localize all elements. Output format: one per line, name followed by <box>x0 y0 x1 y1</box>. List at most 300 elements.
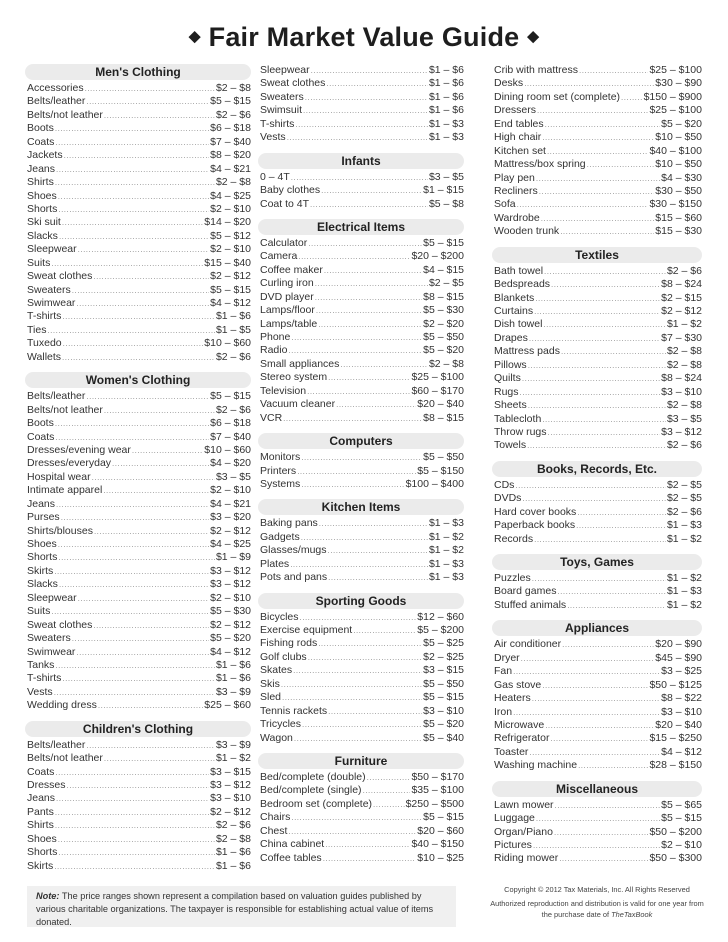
price-row <box>27 659 251 672</box>
item-name: Shorts <box>27 551 58 564</box>
price-range: $3 – $10 <box>423 704 464 717</box>
price-range: $1 – $6 <box>215 310 251 323</box>
item-name: Baby clothes <box>260 184 321 197</box>
item-name: Mattress/box spring <box>494 158 586 171</box>
item-name: Coat to 4T <box>260 197 310 210</box>
item-name: Skis <box>260 677 280 690</box>
item-name: Coats <box>27 430 55 443</box>
price-range: $3 – $5 <box>215 470 251 483</box>
item-name: Golf clubs <box>260 650 307 663</box>
price-range: $5 – $20 <box>423 344 464 357</box>
price-row <box>27 324 251 337</box>
price-row <box>27 525 251 538</box>
item-name: Slacks <box>27 229 58 242</box>
price-range: $3 – $5 <box>428 170 464 183</box>
price-range: $3 – $10 <box>210 792 251 805</box>
price-row <box>494 665 702 678</box>
price-range: $1 – $6 <box>428 64 464 76</box>
dot-leader <box>294 732 422 745</box>
item-name: Skirts <box>27 859 54 872</box>
price-range: $2 – $12 <box>210 618 251 631</box>
price-range: $4 – $25 <box>210 189 251 202</box>
dot-leader <box>93 619 209 632</box>
price-range: $30 – $50 <box>655 184 702 197</box>
price-range: $3 – $25 <box>661 665 702 678</box>
item-name: Mattress pads <box>494 345 560 358</box>
item-name: 0 – 4T <box>260 170 290 183</box>
price-range: $30 – $90 <box>655 77 702 90</box>
item-name: Skates <box>260 664 293 677</box>
item-name: Sweaters <box>27 632 71 645</box>
price-range: $3 – $15 <box>210 765 251 778</box>
price-row <box>494 799 702 812</box>
price-range: $4 – $20 <box>210 457 251 470</box>
price-range: $25 – $100 <box>649 64 702 76</box>
dot-leader <box>78 592 210 605</box>
item-name: Belts/leather <box>27 95 86 108</box>
page-title <box>0 22 728 53</box>
price-row <box>260 571 464 584</box>
item-name: Bedspreads <box>494 278 551 291</box>
price-row <box>494 91 702 104</box>
price-range: $20 – $60 <box>417 824 464 837</box>
item-name: Shoes <box>27 832 57 845</box>
price-row <box>27 471 251 484</box>
dot-leader <box>98 699 203 712</box>
dot-leader <box>328 705 422 718</box>
dot-leader <box>554 826 648 839</box>
item-name: Pictures <box>494 839 532 851</box>
price-range: $5 – $30 <box>423 304 464 317</box>
dot-leader <box>310 198 428 211</box>
item-name: Sleepwear <box>27 591 77 604</box>
item-name: Towels <box>494 439 527 452</box>
item-name: Sweaters <box>27 283 71 296</box>
price-range: $1 – $2 <box>428 530 464 543</box>
price-row <box>494 212 702 225</box>
price-row <box>260 331 464 344</box>
item-name: Vests <box>260 131 286 144</box>
price-row <box>27 390 251 403</box>
item-name: Tuxedo <box>27 337 62 350</box>
price-row <box>260 691 464 704</box>
price-range: $2 – $6 <box>215 108 251 121</box>
dot-leader <box>544 265 666 278</box>
item-name: Sweaters <box>260 90 304 103</box>
price-row <box>260 478 464 491</box>
dot-leader <box>537 104 648 117</box>
item-name: Printers <box>260 464 297 477</box>
item-name: Washing machine <box>494 759 578 772</box>
dot-leader <box>559 852 648 865</box>
price-row <box>27 310 251 323</box>
section-heading: Infants <box>258 153 464 169</box>
price-row <box>494 104 702 117</box>
item-name: Suits <box>27 256 51 269</box>
dot-leader <box>291 171 428 184</box>
item-name: Dryer <box>494 651 520 664</box>
price-range: $5 – $30 <box>210 605 251 618</box>
dot-leader <box>319 517 428 530</box>
dot-leader <box>61 511 209 524</box>
dot-leader <box>545 118 661 131</box>
dot-leader <box>288 825 416 838</box>
price-range: $20 – $40 <box>655 718 702 731</box>
item-name: Exercise equipment <box>260 624 353 636</box>
price-range: $25 – $100 <box>411 371 464 384</box>
price-range: $150 – $900 <box>643 90 702 103</box>
dot-leader <box>62 216 203 229</box>
price-row <box>27 431 251 444</box>
price-range: $4 – $15 <box>423 263 464 276</box>
item-name: T-shirts <box>27 310 62 323</box>
item-name: Iron <box>494 705 513 718</box>
dot-leader <box>326 77 428 90</box>
dot-leader <box>578 759 648 772</box>
dot-leader <box>78 243 210 256</box>
price-range: $5 – $200 <box>417 624 464 636</box>
price-range: $4 – $21 <box>210 497 251 510</box>
dot-leader <box>521 652 655 665</box>
price-row <box>494 759 702 772</box>
price-range: $1 – $2 <box>666 598 702 611</box>
book-title: TheTaxBook <box>611 910 653 919</box>
price-row <box>27 109 251 122</box>
dot-leader <box>55 431 209 444</box>
price-range: $5 – $50 <box>423 677 464 690</box>
dot-leader <box>323 852 417 865</box>
price-row <box>260 264 464 277</box>
item-name: Vests <box>27 685 53 698</box>
price-range: $5 – $15 <box>210 95 251 108</box>
item-name: Dressers <box>494 104 537 117</box>
price-range: $1 – $3 <box>666 519 702 532</box>
dot-leader <box>63 337 204 350</box>
price-range: $10 – $50 <box>655 131 702 144</box>
dot-leader <box>58 190 209 203</box>
item-name: Quilts <box>494 372 521 385</box>
section-heading: Textiles <box>492 247 702 263</box>
title-text: Fair Market Value Guide <box>208 22 520 52</box>
dot-leader <box>621 91 643 104</box>
dot-leader <box>76 297 209 310</box>
item-name: Coats <box>27 765 55 778</box>
section-heading: Children's Clothing <box>25 721 251 737</box>
price-range: $5 – $20 <box>661 117 702 130</box>
dot-leader <box>54 565 209 578</box>
price-row <box>494 719 702 732</box>
dot-leader <box>301 451 422 464</box>
dot-leader <box>307 385 410 398</box>
item-name: Chairs <box>260 811 291 824</box>
dot-leader <box>55 417 209 430</box>
dot-leader <box>522 492 666 505</box>
price-row <box>27 646 251 659</box>
note-text: The price ranges shown represent a compilation based on valuation guides published by various charitable organizations. The taxpayer is responsible for establishing actual value of items donated. <box>36 891 434 927</box>
dot-leader <box>104 404 215 417</box>
price-range: $2 – $5 <box>666 492 702 505</box>
item-name: Recliners <box>494 184 538 197</box>
dot-leader <box>64 149 210 162</box>
price-range: $1 – $2 <box>428 544 464 557</box>
price-range: $5 – $20 <box>423 718 464 731</box>
price-row <box>27 122 251 135</box>
price-row <box>27 551 251 564</box>
price-row <box>27 257 251 270</box>
price-row <box>260 718 464 731</box>
price-row <box>27 806 251 819</box>
dot-leader <box>51 257 203 270</box>
price-row <box>494 585 702 598</box>
item-name: Shirts <box>27 176 54 189</box>
item-name: Sleepwear <box>27 243 77 256</box>
price-row <box>27 297 251 310</box>
copyright-block <box>487 884 707 920</box>
price-row <box>260 304 464 317</box>
dot-leader <box>542 413 666 426</box>
item-name: Television <box>260 384 307 397</box>
price-range: $100 – $400 <box>405 477 464 490</box>
item-name: Coffee tables <box>260 851 322 864</box>
price-row <box>27 632 251 645</box>
price-range: $3 – $9 <box>215 685 251 698</box>
dot-leader <box>94 525 209 538</box>
item-name: Fishing rods <box>260 637 318 650</box>
item-name: Wedding dress <box>27 699 97 712</box>
price-range: $4 – $21 <box>210 162 251 175</box>
item-name: Boots <box>27 417 54 430</box>
price-range: $2 – $12 <box>661 305 702 317</box>
dot-leader <box>363 784 411 797</box>
price-section <box>27 64 251 364</box>
price-row <box>260 385 464 398</box>
item-name: Swimwear <box>27 297 76 309</box>
section-heading: Women's Clothing <box>25 372 251 388</box>
price-range: $2 – $10 <box>210 484 251 497</box>
price-row <box>494 64 702 77</box>
item-name: Sled <box>260 691 282 704</box>
item-name: Paperback books <box>494 519 576 532</box>
dot-leader <box>300 611 417 624</box>
price-row <box>27 860 251 873</box>
dot-leader <box>318 318 422 331</box>
price-row <box>494 852 702 865</box>
item-name: Records <box>494 532 534 545</box>
price-range: $35 – $100 <box>411 784 464 797</box>
price-range: $1 – $3 <box>428 557 464 570</box>
dot-leader <box>547 145 648 158</box>
dot-leader <box>567 599 666 612</box>
dot-leader <box>324 264 422 277</box>
price-row <box>494 158 702 171</box>
item-name: Wardrobe <box>494 211 540 224</box>
price-row <box>494 572 702 585</box>
price-row <box>27 752 251 765</box>
dot-leader <box>551 278 660 291</box>
dot-leader <box>55 819 215 832</box>
dot-leader <box>86 95 209 108</box>
item-name: Radio <box>260 344 288 357</box>
price-row <box>260 838 464 851</box>
price-row <box>27 739 251 752</box>
price-range: $8 – $22 <box>661 692 702 705</box>
item-name: Heaters <box>494 692 531 705</box>
price-row <box>260 358 464 371</box>
price-row <box>494 492 702 505</box>
price-row <box>494 638 702 651</box>
price-row <box>27 417 251 430</box>
dot-leader <box>315 277 428 290</box>
price-range: $3 – $15 <box>423 664 464 677</box>
item-name: Sheets <box>494 399 527 412</box>
price-range: $50 – $300 <box>649 852 702 865</box>
dot-leader <box>587 158 655 171</box>
diamond-ornament-icon: ◆ <box>188 27 201 45</box>
dot-leader <box>315 291 422 304</box>
price-row <box>494 506 702 519</box>
price-row <box>27 792 251 805</box>
price-row <box>494 426 702 439</box>
dot-leader <box>132 444 203 457</box>
price-range: $2 – $5 <box>428 277 464 290</box>
price-row <box>494 265 702 278</box>
price-range: $15 – $250 <box>649 732 702 745</box>
dot-leader <box>290 558 428 571</box>
item-name: Camera <box>260 250 298 263</box>
price-range: $3 – $12 <box>210 578 251 591</box>
price-range: $5 – $15 <box>423 236 464 249</box>
price-row <box>27 270 251 283</box>
dot-leader <box>318 637 422 650</box>
dot-leader <box>305 91 428 104</box>
item-name: Systems <box>260 477 301 490</box>
item-name: Pillows <box>494 358 527 371</box>
item-name: Microwave <box>494 718 545 731</box>
dot-leader <box>47 324 215 337</box>
item-name: Board games <box>494 585 557 598</box>
price-range: $40 – $100 <box>649 144 702 157</box>
dot-leader <box>112 457 209 470</box>
dot-leader <box>103 484 209 497</box>
price-range: $1 – $2 <box>666 318 702 331</box>
price-range: $4 – $12 <box>210 297 251 309</box>
price-range: $1 – $6 <box>215 672 251 685</box>
item-name: Belts/leather <box>27 738 86 751</box>
price-range: $3 – $12 <box>661 425 702 438</box>
item-name: Shirts <box>27 819 54 832</box>
dot-leader <box>539 185 655 198</box>
price-row <box>260 517 464 530</box>
dot-leader <box>54 860 215 873</box>
price-range: $1 – $9 <box>215 551 251 564</box>
item-name: Crib with mattress <box>494 64 579 76</box>
dot-leader <box>55 136 209 149</box>
price-row <box>27 190 251 203</box>
price-range: $50 – $200 <box>649 825 702 838</box>
price-row <box>27 243 251 256</box>
price-range: $2 – $6 <box>215 403 251 416</box>
section-heading: Toys, Games <box>492 554 702 570</box>
price-range: $40 – $150 <box>411 838 464 851</box>
item-name: Luggage <box>494 812 535 825</box>
price-row <box>260 77 464 90</box>
price-section <box>27 372 251 713</box>
price-row <box>260 798 464 811</box>
dot-leader <box>62 310 215 323</box>
item-name: Belts/not leather <box>27 752 103 765</box>
section-heading: Sporting Goods <box>258 593 464 609</box>
price-row <box>260 318 464 331</box>
item-name: Slacks <box>27 578 58 591</box>
price-section <box>27 721 251 873</box>
dot-leader <box>58 538 209 551</box>
item-name: Dresses/everyday <box>27 457 112 470</box>
dot-leader <box>577 506 666 519</box>
price-range: $1 – $2 <box>666 572 702 584</box>
dot-leader <box>557 585 666 598</box>
item-name: Bedroom set (complete) <box>260 797 373 810</box>
item-name: Pots and pans <box>260 571 328 584</box>
item-name: Lamps/table <box>260 317 318 330</box>
price-row <box>260 250 464 263</box>
item-name: Bath towel <box>494 264 544 277</box>
price-row <box>27 538 251 551</box>
dot-leader <box>58 833 215 846</box>
item-name: VCR <box>260 411 283 424</box>
item-name: Accessories <box>27 82 84 94</box>
price-range: $1 – $6 <box>215 658 251 671</box>
price-row <box>260 104 464 117</box>
price-section <box>494 64 702 239</box>
dot-leader <box>545 719 654 732</box>
item-name: DVDs <box>494 492 522 505</box>
price-section <box>494 247 702 453</box>
price-range: $8 – $20 <box>210 149 251 162</box>
price-row <box>494 839 702 852</box>
dot-leader <box>532 572 666 585</box>
dot-leader <box>522 372 660 385</box>
price-row <box>27 203 251 216</box>
price-row <box>27 819 251 832</box>
item-name: Curling iron <box>260 277 314 290</box>
price-row <box>27 565 251 578</box>
dot-leader <box>76 646 209 659</box>
price-row <box>27 457 251 470</box>
dot-leader <box>548 426 661 439</box>
item-name: Hard cover books <box>494 505 577 518</box>
dot-leader <box>59 578 209 591</box>
item-name: Fan <box>494 665 513 678</box>
price-row <box>260 852 464 865</box>
price-range: $3 – $10 <box>661 705 702 718</box>
item-name: Shoes <box>27 538 57 550</box>
price-row <box>260 344 464 357</box>
price-row <box>260 531 464 544</box>
dot-leader <box>62 672 215 685</box>
price-row <box>27 284 251 297</box>
dot-leader <box>517 198 649 211</box>
section-heading: Electrical Items <box>258 219 464 235</box>
price-range: $2 – $6 <box>666 264 702 277</box>
item-name: Puzzles <box>494 572 531 584</box>
item-name: Curtains <box>494 305 534 317</box>
dot-leader <box>59 230 209 243</box>
price-section <box>494 461 702 546</box>
price-section <box>260 153 464 211</box>
item-name: Belts/not leather <box>27 403 103 416</box>
price-range: $2 – $20 <box>423 317 464 330</box>
dot-leader <box>308 651 422 664</box>
